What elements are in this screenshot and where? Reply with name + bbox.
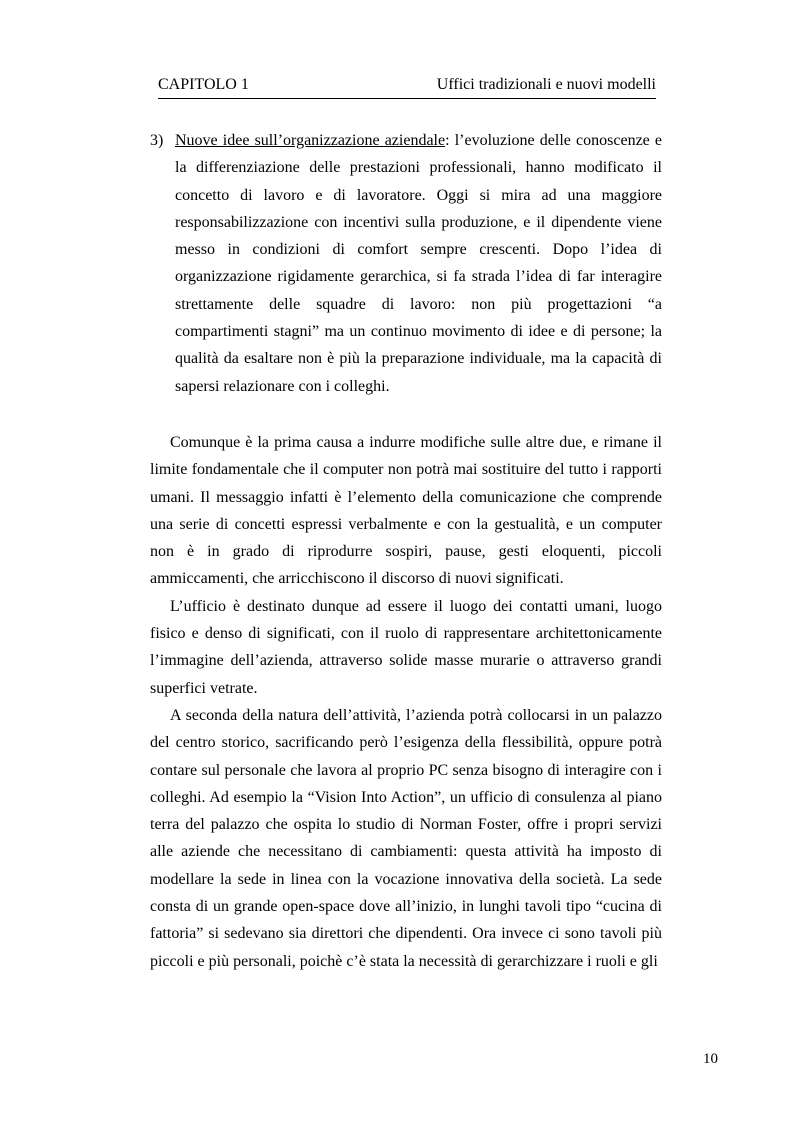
page-number: 10 (703, 1051, 718, 1067)
chapter-label: CAPITOLO 1 (158, 76, 249, 93)
paragraph: Comunque è la prima causa a indurre modifiche sulle altre due, e rimane il limite fondamentale che il computer non potrà mai sostituire del tutto i rapporti umani. Il messaggio infatti è l’elemento della comunicazione che comprende una serie di concetti espressi verbalmente e con la gestualità, e un computer non è in grado di riprodurre sospiri, pause, gesti eloquenti, piccoli ammiccamenti, che arricchiscono il discorso di nuovi significati. (150, 434, 662, 588)
body-text (150, 429, 662, 975)
list-item-heading: Nuove idee sull’organizzazione aziendale (175, 132, 446, 149)
list-item (150, 127, 662, 400)
paragraph: A seconda della natura dell’attività, l’azienda potrà collocarsi in un palazzo del centro storico, sacrificando però l’esigenza della flessibilità, oppure potrà contare sul personale che lavora al proprio PC senza bisogno di interagire con i colleghi. Ad esempio la “Vision Into Action”, un ufficio di consulenza al piano terra del palazzo che ospita lo studio di Norman Foster, offre i propri servizi alle aziende che necessitano di cambiamenti: questa attività ha imposto di modellare la sede in linea con la vocazione innovativa della società. La sede consta di un grande open-space dove all’inizio, in lunghi tavoli tipo “cucina di fattoria” si sedevano sia direttori che dipendenti. Ora invece ci sono tavoli più piccoli e più personali, poichè c’è stata la necessità di gerarchizzare i ruoli e gli (150, 706, 662, 970)
section-title: Uffici tradizionali e nuovi modelli (436, 76, 656, 93)
list-number: 3) (150, 132, 164, 149)
paragraph: L’ufficio è destinato dunque ad essere il luogo dei contatti umani, luogo fisico e denso di significati, con il ruolo di rappresentare architettonicamente l’immagine dell’azienda, attraverso solide masse murarie o attraverso grandi superfici vetrate. (150, 597, 662, 697)
page-header (158, 76, 656, 99)
list-item-text: : l’evoluzione delle conoscenze e la differenziazione delle prestazioni professionali, hanno modificato il concetto di lavoro e di lavoratore. Oggi si mira ad una maggiore responsabilizzazione con incentivi sulla produzione, e il dipendente viene messo in condizioni di comfort sempre crescenti. Dopo l’idea di organizzazione rigidamente gerarchica, si fa strada l’idea di far interagire strettamente delle squadre di lavoro: non più progettazioni “a compartimenti stagni” ma un continuo movimento di idee e di persone; la qualità da esaltare non è più la preparazione individuale, ma la capacità di sapersi relazionare con i colleghi. (175, 132, 663, 395)
